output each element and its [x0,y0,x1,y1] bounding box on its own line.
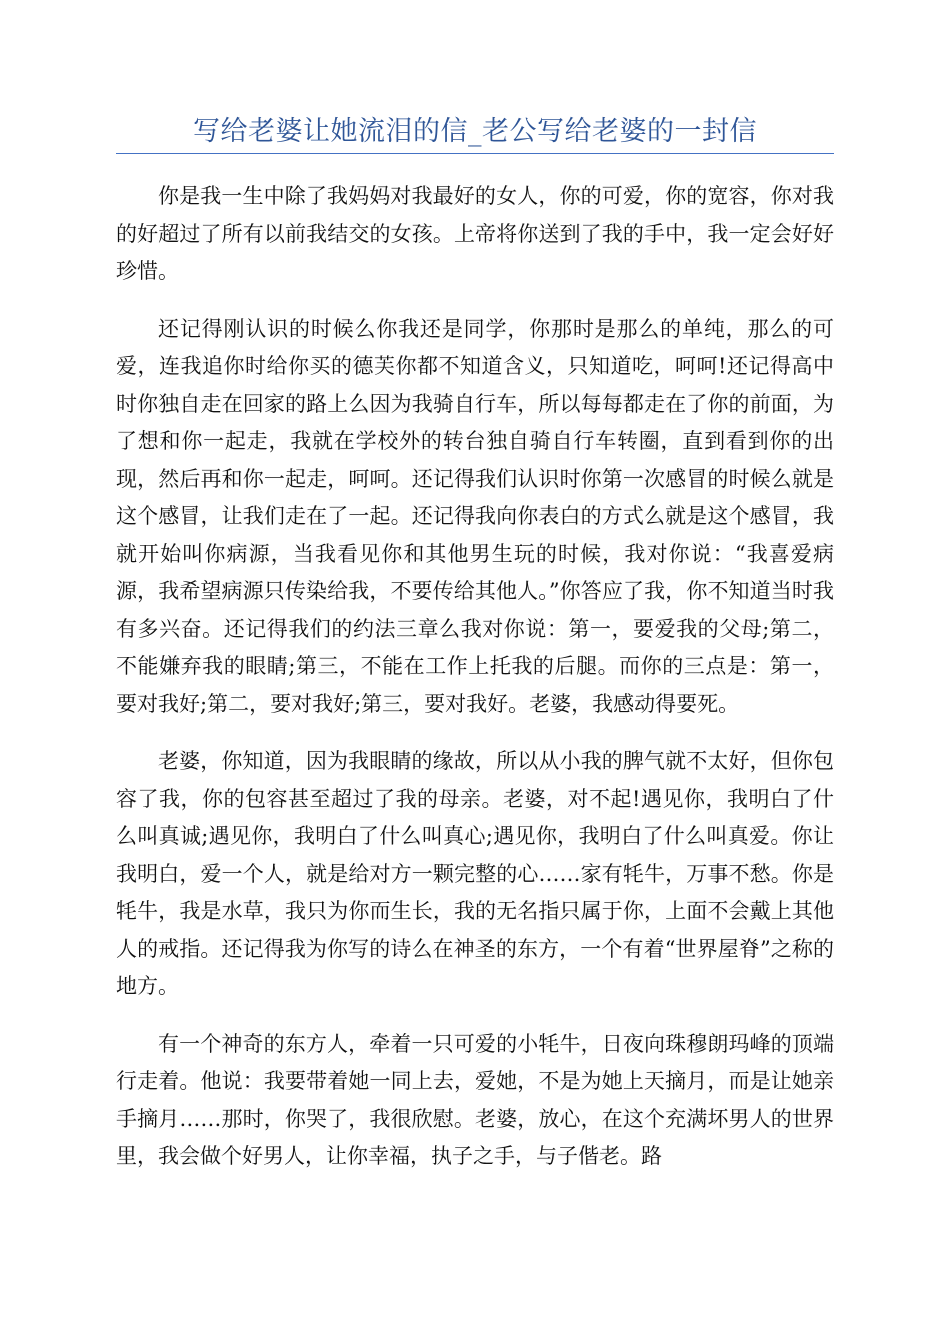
title-underline [116,153,834,154]
document-body [116,178,834,1196]
paragraph: 你是我一生中除了我妈妈对我最好的女人，你的可爱，你的宽容，你对我的好超过了所有以前我结交的女孩。上帝将你送到了我的手中，我一定会好好珍惜。 [116,184,834,283]
paragraph: 老婆，你知道，因为我眼睛的缘故，所以从小我的脾气就不太好，但你包容了我，你的包容甚至超过了我的母亲。老婆，对不起!遇见你，我明白了什么叫真诚;遇见你，我明白了什么叫真心;遇见你，我明白了什么叫真爱。你让我明白，爱一个人，就是给对方一颗完整的心……家有牦牛，万事不愁。你是牦牛，我是水草，我只为你而生长，我的无名指只属于你，上面不会戴上其他人的戒指。还记得我为你写的诗么在神圣的东方，一个有着“世界屋脊”之称的地方。 [116,749,834,998]
paragraph: 有一个神奇的东方人，牵着一只可爱的小牦牛，日夜向珠穆朗玛峰的顶端行走着。他说：我要带着她一同上去，爱她，不是为她上天摘月，而是让她亲手摘月……那时，你哭了，我很欣慰。老婆，放心，在这个充满坏男人的世界里，我会做个好男人，让你幸福，执子之手，与子偕老。路 [116,1031,834,1168]
paragraph: 还记得刚认识的时候么你我还是同学，你那时是那么的单纯，那么的可爱，连我追你时给你买的德芙你都不知道含义，只知道吃，呵呵!还记得高中时你独自走在回家的路上么因为我骑自行车，所以每每都走在了你的前面，为了想和你一起走，我就在学校外的转台独自骑自行车转圈，直到看到你的出现，然后再和你一起走，呵呵。还记得我们认识时你第一次感冒的时候么就是这个感冒，让我们走在了一起。还记得我向你表白的方式么就是这个感冒，我就开始叫你病源，当我看见你和其他男生玩的时候，我对你说：“我喜爱病源，我希望病源只传染给我，不要传给其他人。”你答应了我，你不知道当时我有多兴奋。还记得我们的约法三章么我对你说：第一，要爱我的父母;第二，不能嫌弃我的眼睛;第三，不能在工作上托我的后腿。而你的三点是：第一，要对我好;第二，要对我好;第三，要对我好。老婆，我感动得要死。 [116,316,834,716]
document-title: 写给老婆让她流泪的信_老公写给老婆的一封信 [193,116,757,147]
